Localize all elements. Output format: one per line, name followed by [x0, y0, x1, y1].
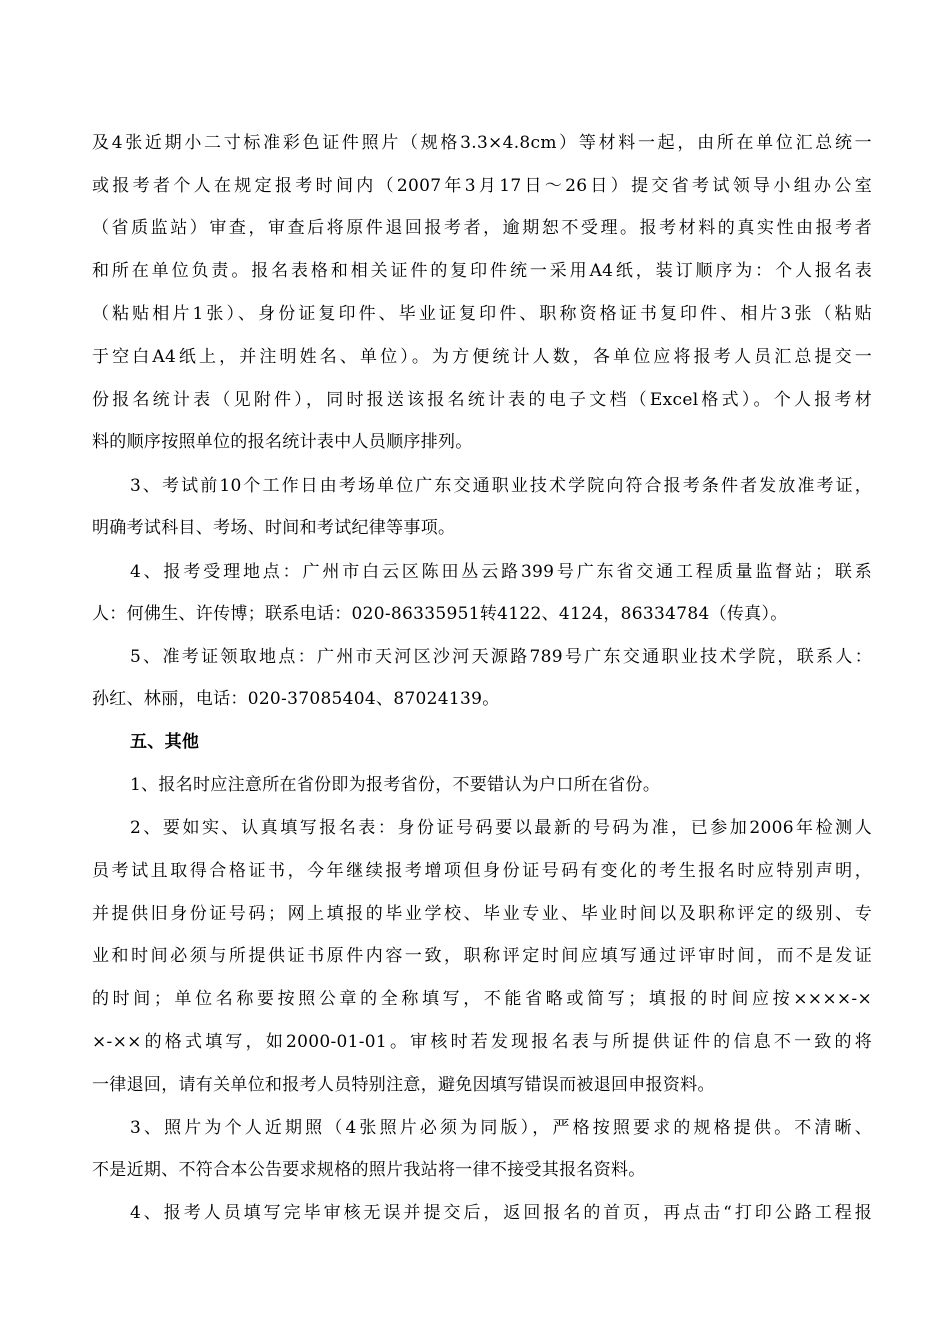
paragraph-line: 明确考试科目、考场、时间和考试纪律等事项。: [92, 518, 456, 538]
paragraph-line: 及4张近期小二寸标准彩色证件照片（规格3.3×4.8cm）等材料一起，由所在单位汇总统一: [92, 133, 872, 153]
paragraph-line: 孙红、林丽，电话：020-37085404、87024139。: [92, 689, 500, 709]
paragraph-line: 3、照片为个人近期照（4张照片必须为同版），严格按照要求的规格提供。不清晰、: [130, 1118, 872, 1138]
paragraph-line: 份报名统计表（见附件），同时报送该报名统计表的电子文档（Excel格式）。个人报考材: [92, 390, 872, 410]
paragraph-line: ×-××的格式填写，如2000-01-01。审核时若发现报名表与所提供证件的信息不一致的将: [92, 1032, 872, 1052]
paragraph-line: 业和时间必须与所提供证书原件内容一致，职称评定时间应填写通过评审时间，而不是发证: [92, 946, 872, 966]
paragraph-line: 人：何佛生、许传博；联系电话：020-86335951转4122、4124，86334784（传真）。: [92, 604, 788, 624]
paragraph-line: 料的顺序按照单位的报名统计表中人员顺序排列。: [92, 432, 473, 452]
paragraph-line: 1、报名时应注意所在省份即为报考省份，不要错认为户口所在省份。: [130, 775, 661, 795]
paragraph-line: 于空白A4纸上，并注明姓名、单位）。为方便统计人数，各单位应将报考人员汇总提交一: [92, 347, 872, 367]
paragraph-line: 3、考试前10个工作日由考场单位广东交通职业技术学院向符合报考条件者发放准考证，: [130, 476, 872, 496]
paragraph-line: 5、准考证领取地点：广州市天河区沙河天源路789号广东交通职业技术学院，联系人：: [130, 647, 872, 667]
paragraph-line: （省质监站）审查，审查后将原件退回报考者，逾期恕不受理。报考材料的真实性由报考者: [92, 218, 872, 238]
paragraph-line: 4、报考受理地点：广州市白云区陈田丛云路399号广东省交通工程质量监督站；联系: [130, 562, 872, 582]
paragraph-line: 不是近期、不符合本公告要求规格的照片我站将一律不接受其报名资料。: [92, 1160, 646, 1180]
paragraph-line: 和所在单位负责。报名表格和相关证件的复印件统一采用A4纸，装订顺序为：个人报名表: [92, 261, 872, 281]
paragraph-line: （粘贴相片1张）、身份证复印件、毕业证复印件、职称资格证书复印件、相片3张（粘贴: [92, 304, 872, 324]
paragraph-line: 4、报考人员填写完毕审核无误并提交后，返回报名的首页，再点击“打印公路工程报: [130, 1203, 872, 1223]
paragraph-line: 员考试且取得合格证书，今年继续报考增项但身份证号码有变化的考生报名时应特别声明，: [92, 861, 872, 881]
paragraph-line: 或报考者个人在规定报考时间内（2007年3月17日～26日）提交省考试领导小组办公室: [92, 176, 872, 196]
paragraph-line: 的时间；单位名称要按照公章的全称填写，不能省略或简写；填报的时间应按××××-×: [92, 989, 872, 1009]
paragraph-line: 一律退回，请有关单位和报考人员特别注意，避免因填写错误而被退回申报资料。: [92, 1075, 715, 1095]
paragraph-line: 2、要如实、认真填写报名表：身份证号码要以最新的号码为准，已参加2006年检测人: [130, 818, 872, 838]
paragraph-line: 并提供旧身份证号码；网上填报的毕业学校、毕业专业、毕业时间以及职称评定的级别、专: [92, 904, 872, 924]
section-heading: 五、其他: [130, 732, 200, 752]
